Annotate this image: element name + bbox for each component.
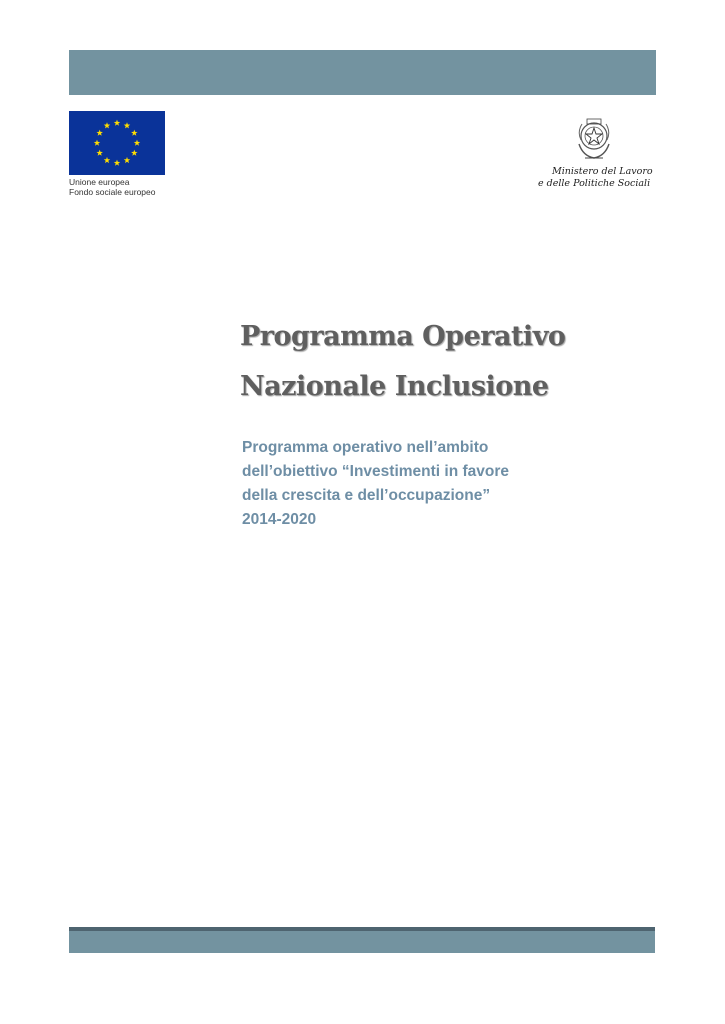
subtitle-line4: 2014-2020 bbox=[242, 511, 317, 528]
eu-caption bbox=[69, 177, 179, 197]
subtitle-line3: della crescita e dell’occupazione” bbox=[242, 487, 491, 504]
document-subtitle bbox=[242, 436, 642, 532]
eu-caption-line1: Unione europea bbox=[69, 177, 130, 187]
eu-logo bbox=[69, 111, 179, 197]
ministry-logo bbox=[530, 114, 660, 190]
document-title bbox=[240, 312, 660, 412]
eu-flag-icon bbox=[69, 111, 165, 175]
eu-caption-line2: Fondo sociale europeo bbox=[69, 187, 156, 197]
footer-band bbox=[69, 927, 655, 953]
italian-republic-emblem-icon bbox=[573, 114, 615, 162]
subtitle-line2: dell’obiettivo “Investimenti in favore bbox=[242, 463, 509, 480]
title-line2: Nazionale Inclusione bbox=[240, 371, 549, 402]
title-line1: Programma Operativo bbox=[240, 321, 566, 352]
header-band bbox=[69, 50, 656, 95]
ministry-name-line1: Ministero del Lavoro bbox=[552, 166, 653, 177]
ministry-name bbox=[530, 166, 660, 190]
ministry-name-line2: e delle Politiche Sociali bbox=[538, 178, 651, 189]
subtitle-line1: Programma operativo nell’ambito bbox=[242, 439, 489, 456]
